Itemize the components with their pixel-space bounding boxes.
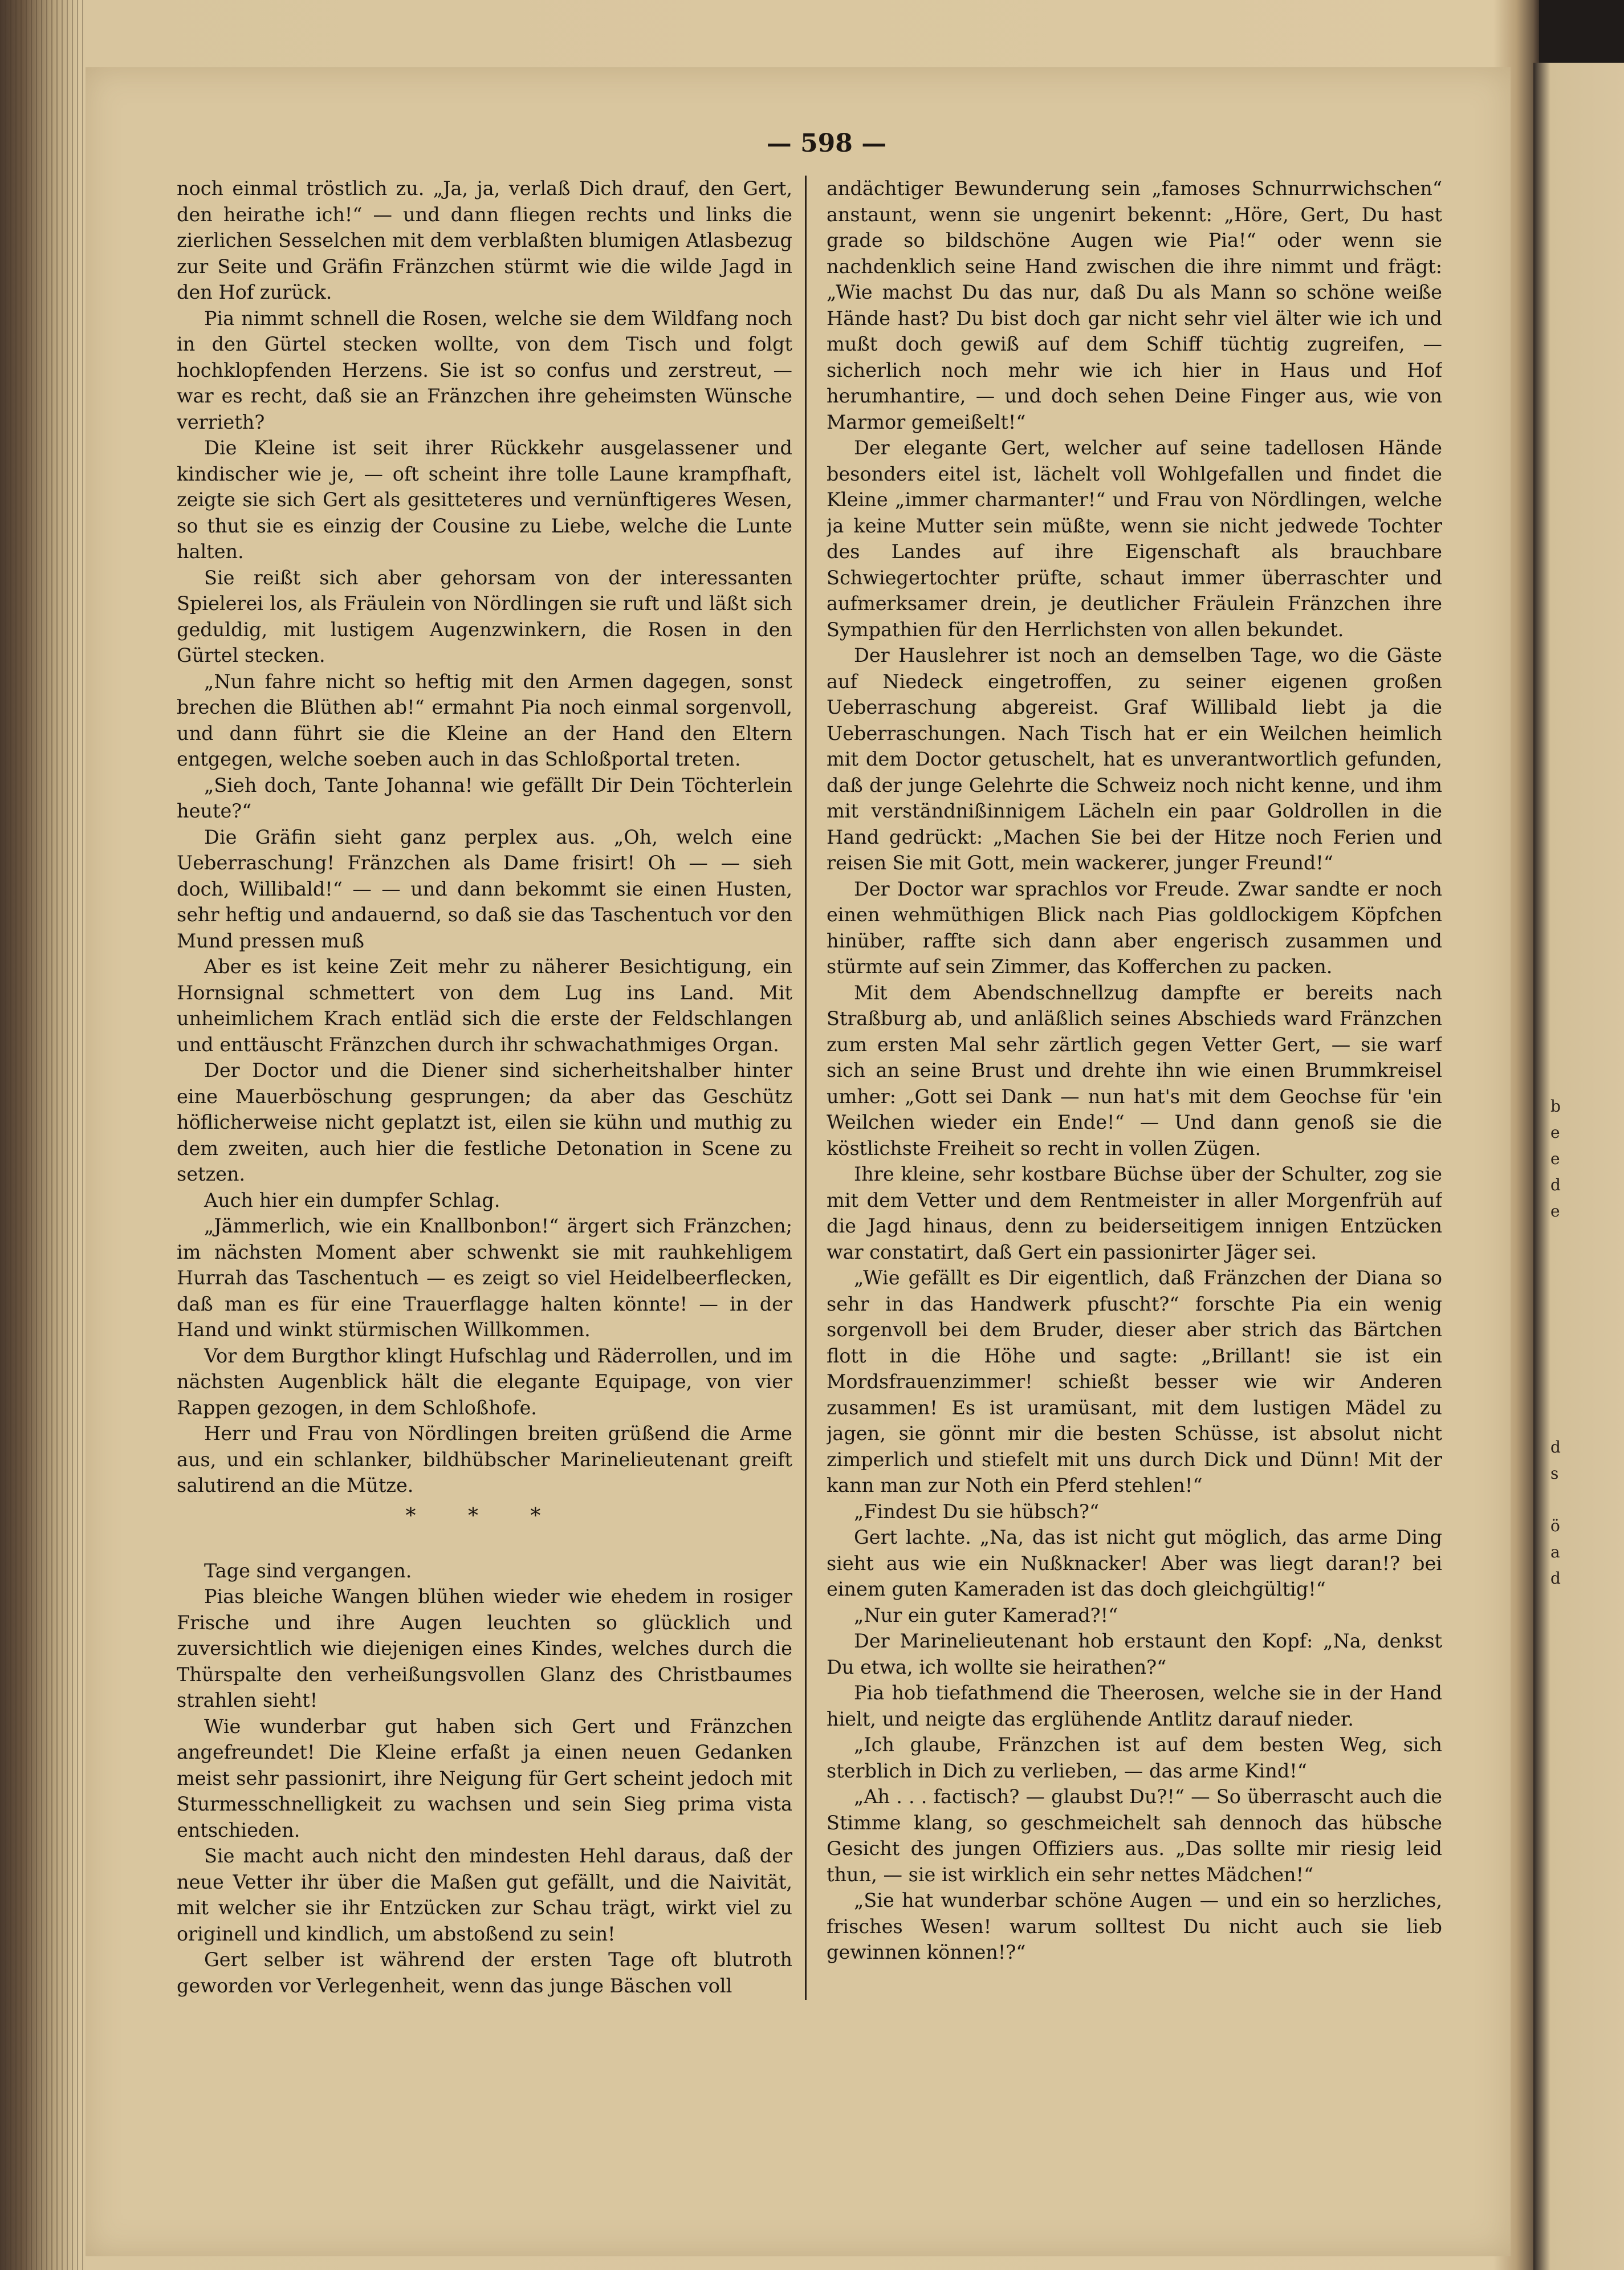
paragraph: Tage sind vergangen. [204, 1559, 412, 1582]
paragraph: „Nun fahre nicht so heftig mit den Armen dagegen, sonst brechen die Blüthen ab!“ ermahnt Pia noch einmal sorgenvoll, und dann führt sie die Kleine an der Hand den Eltern entgegen, welche soeben auch in das Schloßportal treten. [177, 670, 792, 770]
paragraph: Die Kleine ist seit ihrer Rückkehr ausgelassener und kindischer wie je, — oft scheint ihre tolle Laune krampfhaft, zeigte sie sich Gert als gesitteteres und vernünftigeres Wesen, so thut sie es einzig der Cousine zu Liebe, welche die Lunte halten. [177, 437, 792, 563]
column-rule [805, 176, 807, 2000]
paragraph: Sie macht auch nicht den mindesten Hehl daraus, daß der neue Vetter ihr über die Maßen gut gefällt, und die Naivität, mit welcher sie ihr Entzücken zur Schau trägt, wirkt viel zu originell und kindlich, um abstoßend zu sein! [177, 1845, 792, 1945]
paragraph: Wie wunderbar gut haben sich Gert und Fränzchen angefreundet! Die Kleine erfaßt ja einen neuen Gedanken meist sehr passionirt, ihre Neigung für Gert scheint jedoch mit Sturmesschnelligkeit zu wachsen und sein Sieg prima vista entschieden. [177, 1715, 792, 1841]
paragraph: „Sie hat wunderbar schöne Augen — und ein so herzliches, frisches Wesen! warum solltest Du nicht auch sie lieb gewinnen können!?“ [827, 1889, 1442, 1963]
paragraph: Mit dem Abendschnellzug dampfte er bereits nach Straßburg ab, und anläßlich seines Abschieds ward Fränzchen zum ersten Mal sehr zärtlich gegen Vetter Gert, — sie warf sich an seine Brust und drehte ihn wie einen Brummkreisel umher: „Gott sei Dank — nun hat's mit dem Geochse für 'ein Weilchen wieder ein Ende!“ — Und dann genoß sie die köstlichste Freiheit so recht in vollen Zügen. [827, 981, 1442, 1160]
paragraph: Der Doctor war sprachlos vor Freude. Zwar sandte er noch einen wehmüthigen Blick nach Pias goldlockigem Köpfchen hinüber, raffte sich dann aber engerisch zusammen und stürmte auf sein Zimmer, das Kofferchen zu packen. [827, 877, 1442, 978]
paragraph: Pias bleiche Wangen blühen wieder wie ehedem in rosiger Frische und ihre Augen leuchten so glücklich und zuversichtlich wie diejenigen eines Kindes, welches durch die Thürspalte den verheißungsvollen Glanz des Christbaumes strahlen sieht! [177, 1585, 792, 1711]
paragraph: Die Gräfin sieht ganz perplex aus. „Oh, welch eine Ueberraschung! Fränzchen als Dame frisirt! Oh — — sieh doch, Willibald!“ — — und dann bekommt sie einen Husten, sehr heftig und andauernd, so daß sie das Taschentuch vor den Mund pressen muß [177, 825, 792, 952]
paragraph: Vor dem Burgthor klingt Hufschlag und Räderrollen, und im nächsten Augenblick hält die elegante Equipage, von vier Rappen gezogen, in dem Schloßhofe. [177, 1344, 792, 1419]
paragraph: noch einmal tröstlich zu. „Ja, ja, verlaß Dich drauf, den Gert, den heirathe ich!“ — und dann fliegen rechts und links die zierlichen Sesselchen mit dem verblaßten blumigen Atlasbezug zur Seite und Gräfin Fränzchen stürmt wie die wilde Jagd in den Hof zurück. [177, 177, 792, 303]
paragraph: Der Marinelieutenant hob erstaunt den Kopf: „Na, denkst Du etwa, ich wollte sie heirathen?“ [827, 1630, 1442, 1678]
spacer [177, 1532, 792, 1558]
right-column [827, 176, 1442, 2028]
section-separator: * * * [405, 1504, 564, 1528]
paragraph: „Nur ein guter Kamerad?!“ [854, 1604, 1118, 1626]
paragraph: „Findest Du sie hübsch?“ [854, 1500, 1100, 1523]
paragraph: Der Hauslehrer ist noch an demselben Tage, wo die Gäste auf Niedeck eingetroffen, zu seiner eigenen großen Ueberraschung abgereist. Graf Willibald liebt ja die Ueberraschungen. Nach Tisch hat er ein Weilchen heimlich mit dem Doctor getuschelt, hat es unverantwortlich gefunden, daß der junge Gelehrte die Schweiz noch nicht kenne, und ihm mit verständnißinnigem Lächeln ein paar Goldrollen in die Hand gedrückt: „Machen Sie bei der Hitze noch Ferien und reisen Sie mit Gott, mein wackerer, junger Freund!“ [827, 644, 1442, 874]
paragraph: Gert lachte. „Na, das ist nicht gut möglich, das arme Ding sieht aus wie ein Nußknacker! Aber was liegt daran!? bei einem guten Kameraden ist das doch gleichgültig!“ [827, 1526, 1442, 1600]
facing-page-edge [1533, 63, 1624, 2270]
paragraph: Auch hier ein dumpfer Schlag. [204, 1189, 500, 1211]
paragraph: Pia nimmt schnell die Rosen, welche sie dem Wildfang noch in den Gürtel stecken wollte, von dem Tisch und folgt hochklopfenden Herzens. Sie ist so confus und zerstreut, — war es recht, daß sie an Fränzchen ihre geheimsten Wünsche verrieth? [177, 307, 792, 433]
paragraph: Ihre kleine, sehr kostbare Büchse über der Schulter, zog sie mit dem Vetter und dem Rentmeister in aller Morgenfrüh auf die Jagd hinaus, denn zu beiderseitigem innigen Entzücken war constatirt, daß Gert ein passionirter Jäger sei. [827, 1163, 1442, 1263]
page-edges [0, 0, 86, 2270]
paragraph: Herr und Frau von Nördlingen breiten grüßend die Arme aus, und ein schlanker, bildhübscher Marinelieutenant greift salutirend an die Mütze. [177, 1422, 792, 1496]
paragraph: „Ah . . . factisch? — glaubst Du?!“ — So überrascht auch die Stimme klang, so geschmeichelt sah dennoch das hübsche Gesicht des jungen Offiziers aus. „Das sollte mir riesig leid thun, — sie ist wirklich ein sehr nettes Mädchen!“ [827, 1785, 1442, 1886]
paragraph: Der Doctor und die Diener sind sicherheitshalber hinter eine Mauerböschung gesprungen; da aber das Geschütz höflicherweise nicht geplatzt ist, eilen sie kühn und muthig zu dem zweiten, auch hier die festliche Detonation in Scene zu setzen. [177, 1059, 792, 1185]
dark-background [1539, 0, 1624, 63]
paragraph: „Wie gefällt es Dir eigentlich, daß Fränzchen der Diana so sehr in das Handwerk pfuscht?“ forschte Pia ein wenig sorgenvoll bei dem Bruder, dieser aber strich das Bärtchen flott in die Höhe und sagte: „Brillant! sie ist ein Mordsfrauenzimmer! schießt besser wie wir Anderen zusammen! Es ist uramüsant, mit dem lustigen Mädel zu jagen, sie gönnt mir die besten Schüsse, ist absolut nicht zimperlich und stiefelt mit uns durch Dick und Dünn! Mit der kann man zur Noth ein Pferd stehlen!“ [827, 1267, 1442, 1496]
paragraph: Sie reißt sich aber gehorsam von der interessanten Spielerei los, als Fräulein von Nördlingen sie ruft und läßt sich geduldig, mit lustigem Augenzwinkern, die Rosen in den Gürtel stecken. [177, 566, 792, 666]
paragraph: Aber es ist keine Zeit mehr zu näherer Besichtigung, ein Hornsignal schmettert von dem Lug ins Land. Mit unheimlichem Krach entläd sich die erste der Feldschlangen und enttäuscht Fränzchen durch ihr schwachathmiges Organ. [177, 955, 792, 1056]
paragraph: „Ich glaube, Fränzchen ist auf dem besten Weg, sich sterblich in Dich zu verlieben, — das arme Kind!“ [827, 1734, 1442, 1782]
paragraph: „Sieh doch, Tante Johanna! wie gefällt Dir Dein Töchterlein heute?“ [177, 774, 792, 822]
paragraph: Pia hob tiefathmend die Theerosen, welche sie in der Hand hielt, und neigte das erglühende Antlitz darauf nieder. [827, 1682, 1442, 1730]
paragraph: Der elegante Gert, welcher auf seine tadellosen Hände besonders eitel ist, lächelt voll Wohlgefallen und findet die Kleine „immer charmanter!“ und Frau von Nördlingen, welche ja keine Mutter sein müßte, wenn sie nicht jedwede Tochter des Landes auf ihre Eigenschaft als brauchbare Schwiegertochter prüfte, schaut immer überraschter und aufmerksamer drein, je deutlicher Fräulein Fränzchen ihre Sympathien für den Herrlichsten von allen bekundet. [827, 437, 1442, 641]
paragraph: „Jämmerlich, wie ein Knallbonbon!“ ärgert sich Fränzchen; im nächsten Moment aber schwenkt sie mit rauhkehligem Hurrah das Taschentuch — es zeigt so viel Heidelbeerflecken, daß man es für eine Trauerflagge halten könnte! — in der Hand und winkt stürmischen Willkommen. [177, 1215, 792, 1341]
paragraph: Gert selber ist während der ersten Tage oft blutroth geworden vor Verlegenheit, wenn das junge Bäschen voll [177, 1948, 792, 1997]
page-number: — 598 — [766, 129, 887, 158]
facing-page-fragments: b e e d e d s ö a d [1550, 1097, 1561, 1588]
left-column [177, 176, 792, 2028]
paragraph: andächtiger Bewunderung sein „famoses Schnurrwichschen“ anstaunt, wenn sie ungenirt bekennt: „Höre, Gert, Du hast grade so bildschöne Augen wie Pia!“ oder wenn sie nachdenklich seine Hand zwischen die ihre nimmt und frägt: „Wie machst Du das nur, daß Du als Mann so schöne weiße Hände hast? Du bist doch gar nicht sehr viel älter wie ich und mußt doch gewiß auf dem Schiff tüchtig zugreifen, — sicherlich noch mehr wie ich hier in Haus und Hof herumhantire, — und doch sehen Deine Finger aus, wie von Marmor gemeißelt!“ [827, 177, 1442, 433]
